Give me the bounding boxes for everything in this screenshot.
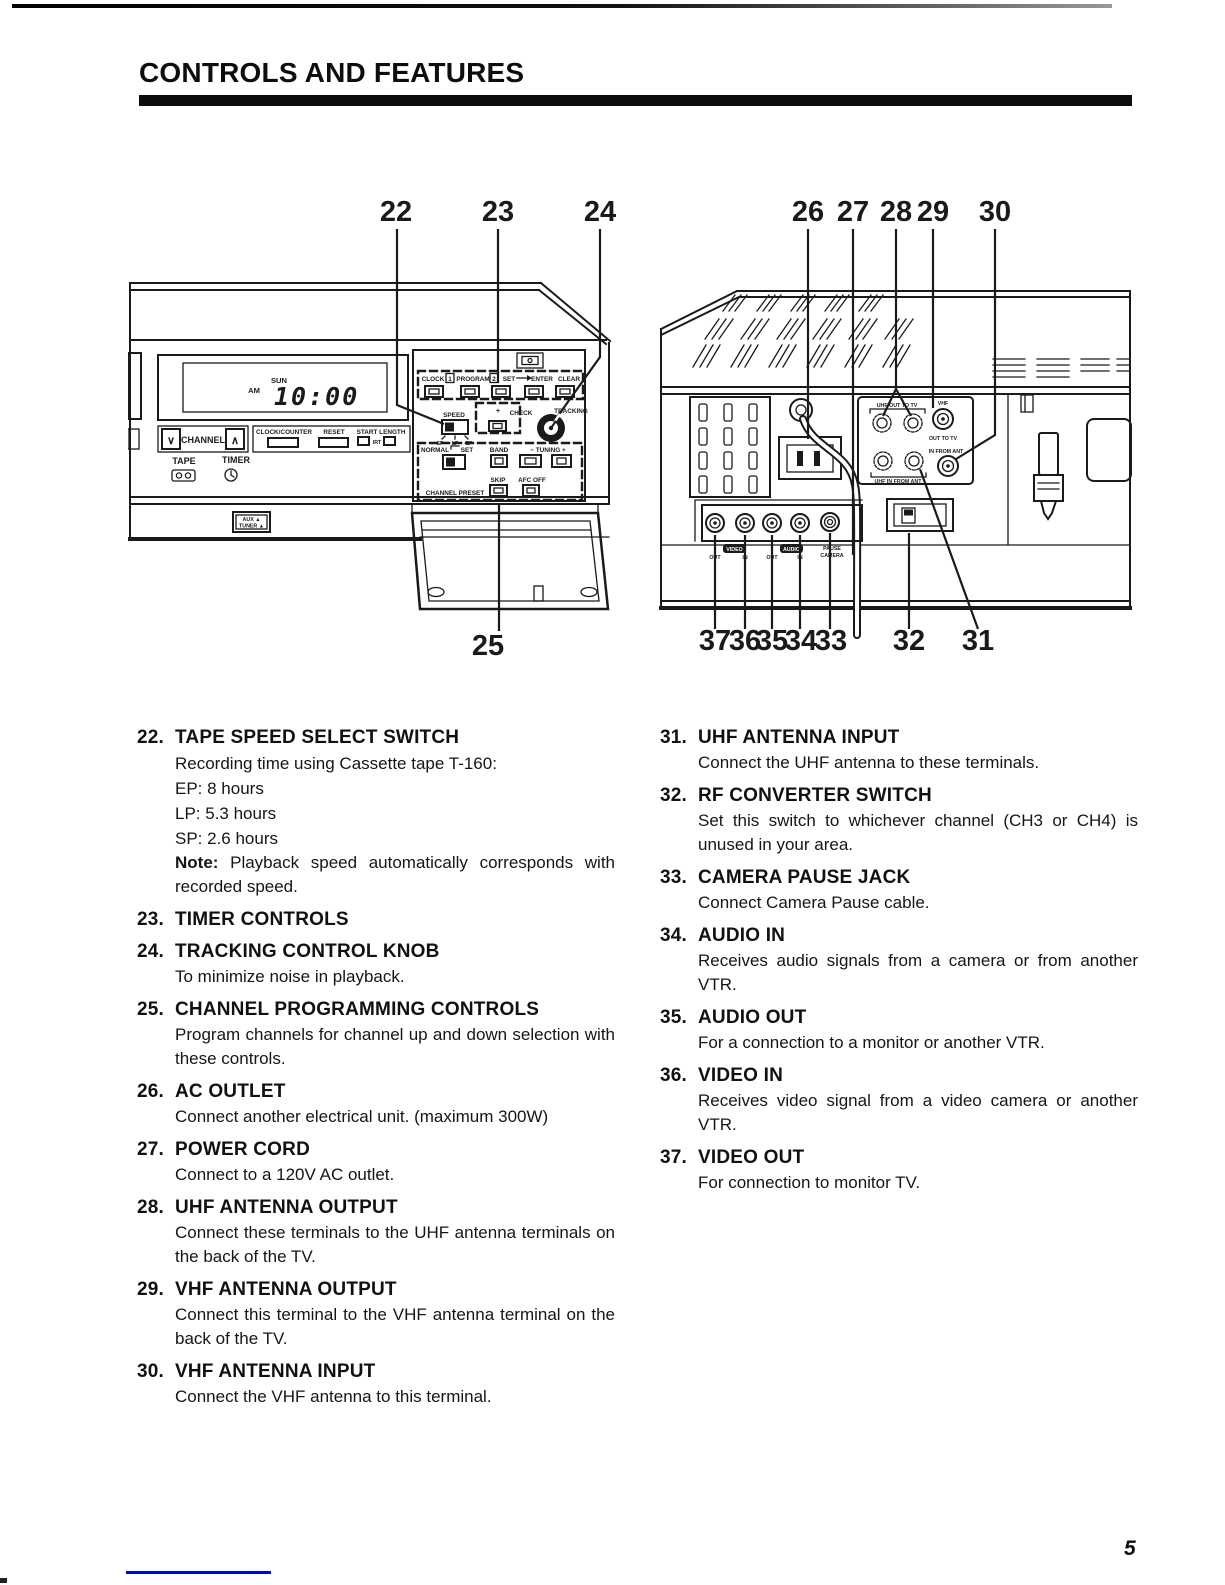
speed-label: SPEED [443,412,465,419]
item-number: 32. [660,785,688,806]
feature-item-23 [137,909,615,931]
callout-32: 32 [892,625,926,657]
video-out-label: OUT [709,555,721,561]
left-column [137,727,615,1419]
step1-label: 1 [448,376,452,383]
page-title: CONTROLS AND FEATURES [139,57,525,88]
clock-label: CLOCK [421,376,445,383]
callout-31: 31 [961,625,995,657]
rf-converter-switch[interactable] [887,499,953,531]
tracking-knob[interactable] [537,408,588,442]
feature-item-36 [660,1065,1138,1137]
channel-buttons[interactable] [158,426,248,452]
item-title: POWER CORD [175,1139,310,1160]
callout-33: 33 [814,625,848,657]
aux-tuner-button[interactable] [233,512,270,532]
camera-pause-jack[interactable] [821,513,839,531]
ac-outlet[interactable] [779,437,841,479]
callout-28: 28 [879,196,913,228]
item-title: VHF ANTENNA INPUT [175,1361,376,1382]
bottom-blue-line [126,1571,271,1574]
callout-25: 25 [471,630,505,661]
item-title: AUDIO IN [698,925,786,946]
item-number: 27. [137,1139,165,1160]
item-body: Connect these terminals to the UHF antenna terminals on the back of the TV. [175,1223,615,1266]
out-to-tv-label: OUT TO TV [928,436,958,442]
audio-out-label: OUT [766,555,778,561]
feature-item-25 [137,999,615,1071]
item-line: EP: 8 hours [175,779,264,798]
lp-label: LP [451,441,459,447]
check-button[interactable] [489,421,506,431]
item-body: Receives audio signals from a camera or from another VTR. [698,951,1138,994]
scan-artifact [0,1578,7,1583]
title-rule [139,95,1132,106]
item-number: 35. [660,1007,688,1028]
timer-buttons[interactable] [425,386,574,397]
tuning-down-button[interactable] [520,455,541,467]
afc-button[interactable] [523,485,539,496]
note-text: Playback speed automatically corresponds with recorded speed. [175,853,615,896]
item-line: Recording time using Cassette tape T-160: [175,754,497,773]
display-window [158,355,408,420]
afc-off-label: AFC OFF [518,477,546,484]
channel-label: CHANNEL [181,435,225,445]
callout-37: 37 [698,625,732,657]
enter-label: ENTER [531,376,553,383]
item-note [175,851,615,899]
item-number: 30. [137,1361,165,1382]
item-number: 31. [660,727,688,748]
item-title: TRACKING CONTROL KNOB [175,941,440,962]
item-body: Connect Camera Pause cable. [698,893,930,912]
clock-counter-button [268,438,298,447]
chevron-down-icon[interactable]: ∨ [166,435,176,447]
tuning-label: − TUNING + [530,447,566,454]
uhf-out-label: UHF OUT TO TV [876,403,918,409]
item-number: 24. [137,941,165,962]
antenna-terminal-panel [858,397,973,485]
step2-label: 2 [492,376,496,383]
item-title: UHF ANTENNA INPUT [698,727,900,748]
feature-item-32 [660,785,1138,857]
item-body: For a connection to a monitor or another VTR. [698,1033,1045,1052]
page-number: 5 [1124,1537,1136,1560]
audio-in-jack[interactable] [791,514,809,532]
skip-label: SKIP [490,477,506,484]
reset-label: RESET [323,429,345,436]
audio-out-jack[interactable] [763,514,781,532]
tuner-label: TUNER ▲ [239,523,264,530]
item-body: Connect to a 120V AC outlet. [175,1165,395,1184]
start-button [358,437,369,445]
counter-controls[interactable] [253,426,410,452]
item-title: TAPE SPEED SELECT SWITCH [175,727,460,748]
irt-label: IRT [372,440,382,446]
item-title: RF CONVERTER SWITCH [698,785,932,806]
clock-display: 10:00 [274,382,360,411]
item-line: LP: 5.3 hours [175,804,277,823]
item-body: Set this switch to whichever channel (CH3 or CH4) is unused in your area. [698,811,1138,854]
ep-label: EP [465,441,473,447]
band-label: BAND [489,447,509,454]
item-title: VIDEO OUT [698,1147,805,1168]
item-body: Program channels for channel up and down selection with these controls. [175,1025,615,1068]
channel-preset-label: CHANNEL PRESET [425,490,485,497]
callout-27: 27 [836,196,870,228]
feature-item-34 [660,925,1138,997]
callout-30: 30 [978,196,1012,228]
front-panel-diagram [128,183,618,661]
rear-panel-diagram [653,183,1133,661]
item-number: 29. [137,1279,165,1300]
uhf-input-terminals[interactable] [871,452,926,485]
day-indicator: SUN [270,376,288,385]
video-in-label: IN [742,555,748,561]
audio-label: AUDIO [782,547,801,553]
top-scan-bar [12,4,1112,8]
chevron-up-icon[interactable]: ∧ [230,435,240,447]
callout-29: 29 [916,196,950,228]
skip-button[interactable] [490,485,507,496]
callout-35: 35 [755,625,789,657]
callout-26: 26 [791,196,825,228]
right-column [660,727,1138,1205]
pause-label: PAUSE [823,546,841,552]
flip-down-door[interactable] [412,505,608,609]
sp-label: SP [436,441,444,447]
start-length-label: START LENGTH [356,429,406,436]
item-body: To minimize noise in playback. [175,967,405,986]
tape-label: TAPE [172,456,196,466]
clear-label: CLEAR [557,376,581,383]
plus-label: + [495,406,501,415]
item-number: 36. [660,1065,688,1086]
item-number: 34. [660,925,688,946]
am-indicator: AM [248,386,260,395]
aux-label: AUX ▲ [242,517,261,523]
feature-item-24 [137,941,615,989]
door-icon [517,353,543,368]
item-title: CAMERA PAUSE JACK [698,867,911,888]
item-body: Receives video signal from a video camera or another VTR. [698,1091,1138,1134]
feature-item-30 [137,1361,615,1409]
camera-label: CAMERA [820,553,844,559]
callout-22: 22 [379,196,413,228]
item-title: AC OUTLET [175,1081,286,1102]
tape-timer-indicators [172,455,250,481]
band-button[interactable] [491,455,507,467]
rear-vent-grid [690,397,770,497]
normal-label: NORMAL [420,447,450,454]
item-body: Connect the UHF antenna to these terminals. [698,753,1040,772]
item-number: 25. [137,999,165,1020]
length-button [384,437,395,445]
uhf-in-label: UHF IN FROM ANT [874,479,922,485]
feature-item-33 [660,867,1138,915]
video-label: VIDEO [726,547,743,553]
vhf-label: VHF [937,401,949,407]
feature-item-26 [137,1081,615,1129]
check-label: CHECK [509,410,533,417]
normal-set-switch[interactable] [443,455,465,469]
item-title: TIMER CONTROLS [175,909,349,930]
av-jack-panel [695,500,862,561]
item-body: Connect the VHF antenna to this terminal. [175,1387,492,1406]
control-panel [413,350,588,501]
item-body: Connect another electrical unit. (maximum 300W) [175,1107,549,1126]
feature-item-29 [137,1279,615,1351]
video-out-jack[interactable] [706,514,724,532]
set2-label: SET [460,447,474,454]
audio-in-label: IN [797,555,803,561]
tuning-up-button[interactable] [552,455,571,467]
item-body: For connection to monitor TV. [698,1173,921,1192]
item-title: UHF ANTENNA OUTPUT [175,1197,398,1218]
feature-item-28 [137,1197,615,1269]
item-number: 28. [137,1197,165,1218]
feature-item-37 [660,1147,1138,1195]
cassette-icon [172,470,195,481]
item-title: CHANNEL PROGRAMMING CONTROLS [175,999,540,1020]
feature-item-31 [660,727,1138,775]
callout-36: 36 [728,625,762,657]
set-label: SET [502,376,516,383]
item-body: Connect this terminal to the VHF antenna terminal on the back of the TV. [175,1305,615,1348]
coax-cable-holder [1021,395,1131,519]
timer-label: TIMER [222,455,250,465]
callout-23: 23 [481,196,515,228]
callout-34: 34 [784,625,818,657]
tape-speed-switch[interactable] [436,412,473,447]
in-from-ant-label: IN FROM ANT [928,449,964,455]
vhf-input-terminal[interactable] [929,449,964,476]
feature-item-22 [137,727,615,899]
side-vents [993,359,1130,377]
item-line: SP: 2.6 hours [175,829,279,848]
item-number: 26. [137,1081,165,1102]
item-title: VHF ANTENNA OUTPUT [175,1279,397,1300]
uhf-output-terminals[interactable] [870,403,925,432]
item-title: VIDEO IN [698,1065,784,1086]
item-number: 37. [660,1147,688,1168]
program-label: PROGRAM [456,376,490,383]
tracking-label: TRACKING [554,408,588,415]
reset-button [319,438,348,447]
item-title: AUDIO OUT [698,1007,807,1028]
callout-24: 24 [583,196,617,228]
feature-item-27 [137,1139,615,1187]
feature-item-35 [660,1007,1138,1055]
item-number: 33. [660,867,688,888]
item-number: 23. [137,909,165,930]
note-label: Note: [175,853,219,872]
item-number: 22. [137,727,165,748]
clock-counter-label: CLOCK/COUNTER [255,429,313,436]
video-in-jack[interactable] [736,514,754,532]
